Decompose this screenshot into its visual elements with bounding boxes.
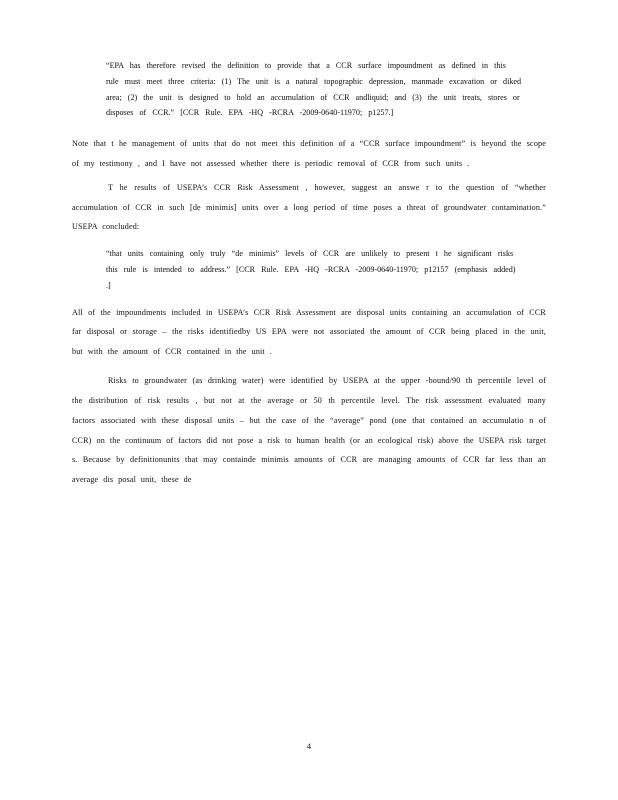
page-content [72,58,546,490]
paragraph-impoundments-included: All of the impoundments included in USEPA’s CCR Risk Assessment are disposal units containing an accumulation of CCR far disposal or storage – the risks identifiedby US EPA were not associated the amount of CCR being placed in the unit, but with the amount of CCR contained in the unit . [72,307,546,357]
blockquote-de-minimis: “that units containing only truly “de minimis” levels of CCR are unlikely to present t he significant risks this rule is intended to address.” [CCR Rule. EPA -HQ -RCRA -2009-0640-11970; p12157 (emphasis added) .] [106,249,516,290]
paragraph-risks-to-groundwater: Risks to groundwater (as drinking water) were identified by USEPA at the upper -bound/90 th percentile level of the distribution of risk results , but not at the average or 50 th percentile level. The risk assessment evaluated many factors associated with these disposal units – but the case of the “average” pond (one that contained an accumulatio n of CCR) on the continuum of factors did not pose a risk to human health (or an ecological risk) above the USEPA risk target s. Because by definitionunits that may containde minimis amounts of CCR are managing amounts of CCR far less than an average dis posal unit, these de [72,376,546,485]
page-number: 4 [306,742,312,751]
paragraph-management-of-units: Note that t he management of units that do not meet this definition of a “CCR surface impoundment” is beyond the scope of my testimony , and I have not assessed whether there is periodic removal of CCR from such units . [72,139,546,168]
paragraph-risk-assessment-answer: T he results of USEPA’s CCR Risk Assessment , however, suggest an answe r to the question of “whether accumulation of CCR in such [de minimis] units over a long period of time poses a threat of groundwater contamination.” USEPA concluded: [72,182,546,232]
blockquote-epa-definition: “EPA has therefore revised the definition to provide that a CCR surface impoundment as defined in this rule must meet three criteria: (1) The unit is a natural topographic depression, manmade excavation or diked area; (2) the unit is designed to hold an accumulation of CCR andliquid; and (3) the unit treats, stores or disposes of CCR.” [CCR Rule. EPA -HQ -RCRA -2009-0640-11970; p1257.] [106,61,522,118]
